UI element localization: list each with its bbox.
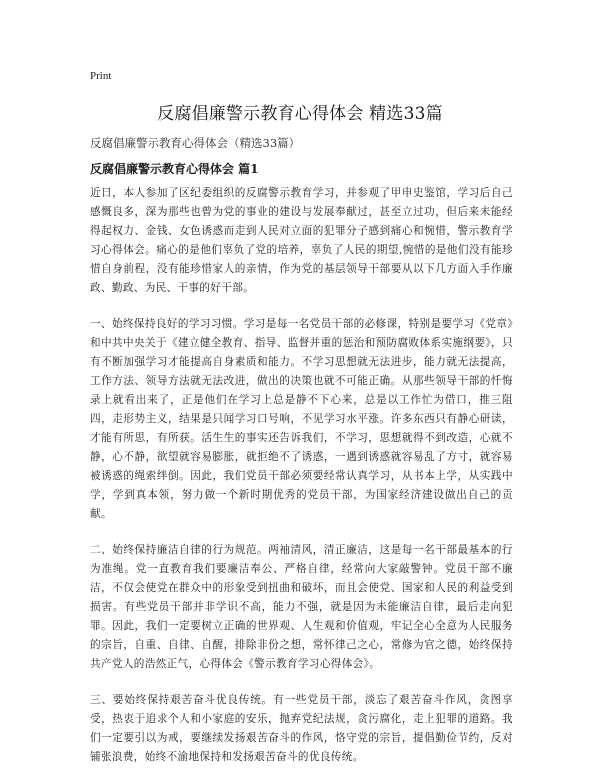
paragraph-point-1: 一、始终保持良好的学习习惯。学习是每一名党员干部的必修课，特别是要学习《党章》和中共中央关于《建立健全教育、指导、监督并重的惩治和预防腐败体系实施纲要》，只有不断加强学习才能提高自身素质和能力。不学习思想就无法进步，能力就无法提高，工作方法、领导方法就无法改进，做出的决策也就不可能正确。从那些领导干部的忏悔录上就看出来了，正是他们在学习上总是静不下心来，总是以工作忙为借口，推三阻四，走形势主义，结果是只闻学习口号响，不见学习水平涨。许多东西只有静心研读，才能有所思，有所获。活生生的事实还告诉我们，不学习，思想就得不到改造，心就不静，心不静，欲望就容易膨胀，就拒绝不了诱惑，一遇到诱惑就容易乱了方寸，就容易被诱惑的绳索绊倒。因此，我们党员干部必须要经常认真学习，从书本上学，从实践中学，学到真本领，努力做一个新时期优秀的党员干部，为国家经济建设做出自己的贡献。: [90, 318, 513, 520]
article-body: [90, 184, 513, 784]
print-link[interactable]: Print: [90, 70, 112, 82]
paragraph-intro: 近日，本人参加了区纪委组织的反腐警示教育学习，并参观了甲申史鉴馆，学习后自己感慨良多，深为那些也曾为党的事业的建设与发展奉献过，甚至立过功，但后来未能经得起权力、金钱、女色诱惑而走到人民对立面的犯罪分子感到痛心和惋惜，警示教育学习心得体会。痛心的是他们辜负了党的培养，辜负了人民的期望,惋惜的是他们没有能珍惜自身前程，没有能珍惜家人的亲情，作为党的基层领导干部要从以下几方面入手作廉政、勤政、为民、干事的好干部。: [90, 187, 513, 294]
paragraph-point-3: 三、要始终保持艰苦奋斗优良传统。有一些党员干部，淡忘了艰苦奋斗作风，贪图享受，热衷于追求个人和小家庭的安乐，抛弃党纪法规，贪污腐化，走上犯罪的道路。我们一定要引以为戒，要继续发扬艰苦奋斗的作风，恪守党的宗旨，提倡勤俭节约，反对铺张浪费，始终不渝地保持和发扬艰苦奋斗的优良传统。: [90, 694, 513, 763]
section-heading: 反腐倡廉警示教育心得体会 篇1: [90, 162, 259, 176]
paragraph-point-2: 二、始终保持廉洁自律的行为规范。两袖清风，清正廉洁，这是每一名干部最基本的行为准绳。党一直教育我们要廉洁奉公、严格自律，经常向大家敲警钟。党员干部不廉洁，不仅会使党在群众中的形象受到扭曲和破坏，而且会使党、国家和人民的利益受到损害。有些党员干部并非学识不高，能力不强，就是因为未能廉洁自律，最后走向犯罪。因此，我们一定要树立正确的世界观、人生观和价值观，牢记全心全意为人民服务的宗旨，自重、自律、自醒，排除非份之想，常怀律己之心，常修为官之德，始终保持共产党人的浩然正气，心得体会《警示教育学习心得体会》。: [90, 544, 513, 670]
document-subtitle: 反腐倡廉警示教育心得体会（精选33篇）: [90, 136, 301, 150]
page-title: 反腐倡廉警示教育心得体会 精选33篇: [157, 104, 443, 124]
